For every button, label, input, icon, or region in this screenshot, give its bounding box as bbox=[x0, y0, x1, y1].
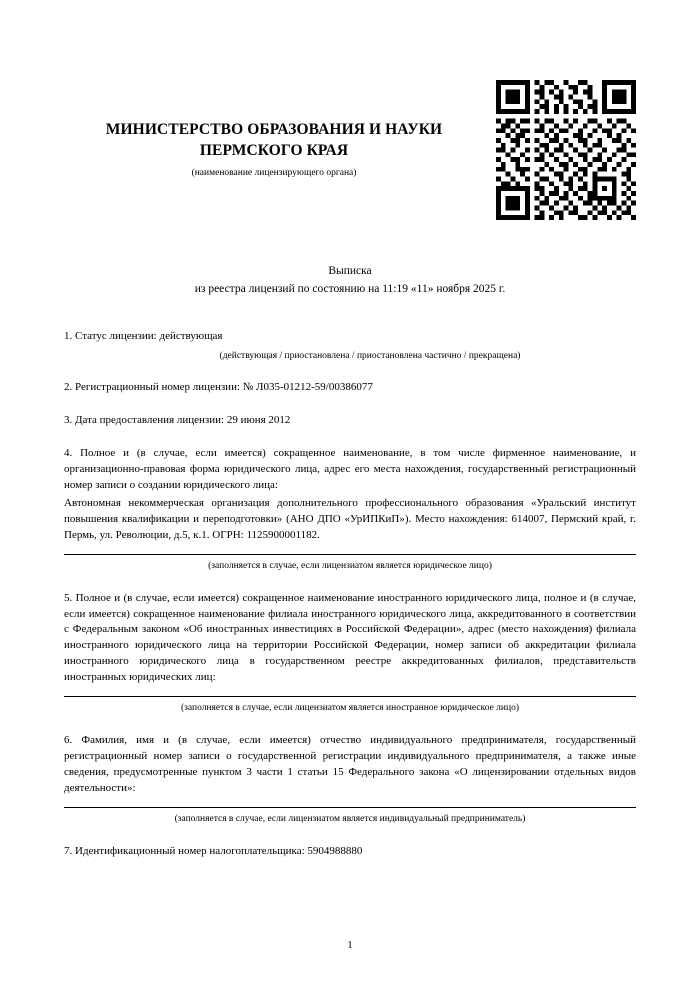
document-title-line2: из реестра лицензий по состоянию на 11:19 «11» ноября 2025 г. bbox=[194, 283, 506, 296]
item-legal-entity-value: Автономная некоммерческая организация дополнительного профессионального образования «Уральский институт повышения квалификации и переподготовки» (АНО ДПО «УрИПКиП»). Место нахождения: 614007, Пермский край, г. Пермь, ул. Революции, д.5, к.1. ОГРН: 1125900001182. bbox=[64, 497, 636, 541]
item-status bbox=[64, 329, 636, 364]
item-foreign-entity-note: (заполняется в случае, если лицензиатом является иностранное юридическое лицо) bbox=[181, 703, 519, 714]
document-body bbox=[64, 329, 636, 860]
document-title bbox=[64, 262, 636, 299]
organization-caption: (наименование лицензирующего органа) bbox=[191, 167, 357, 178]
item-reg-number-text: 2. Регистрационный номер лицензии: № Л035-01212-59/00386077 bbox=[64, 381, 373, 394]
item-individual-entrepreneur-text: 6. Фамилия, имя и (в случае, если имеется) отчество индивидуального предпринимателя, государственный регистрационный номер записи о государственной регистрации индивидуального предпринимателя, а также иные сведения, предусмотренные пунктом 3 части 1 статьи 15 Федерального закона «О лицензировании отдельных видов деятельности»: bbox=[64, 733, 636, 794]
organization-name-line2: ПЕРМСКОГО КРАЯ bbox=[199, 141, 349, 159]
item-legal-entity bbox=[64, 446, 636, 573]
divider bbox=[64, 554, 636, 555]
item-legal-entity-note: (заполняется в случае, если лицензиатом является юридическое лицо) bbox=[208, 560, 492, 571]
item-inn-text: 7. Идентификационный номер налогоплательщика: 5904988880 bbox=[64, 844, 363, 857]
item-status-text: 1. Статус лицензии: действующая bbox=[64, 329, 223, 342]
item-status-note: (действующая / приостановлена / приостановлена частично / прекращена) bbox=[219, 350, 521, 361]
qr-code-icon bbox=[496, 80, 636, 220]
divider bbox=[64, 696, 636, 697]
page-number: 1 bbox=[347, 939, 353, 951]
divider bbox=[64, 807, 636, 808]
item-issue-date-text: 3. Дата предоставления лицензии: 29 июня 2012 bbox=[64, 414, 291, 427]
item-foreign-entity-text: 5. Полное и (в случае, если имеется) сокращенное наименование иностранного юридического лица, полное и (в случае, если имеется) сокращенное наименование филиала иностранного юридического лица, аккредитованного в соответствии с Федеральным законом «Об иностранных инвестициях в Российской Федерации», адрес (место нахождения) филиала иностранного юридического лица на территории Российской Федерации, номер записи об аккредитации филиала иностранного юридического лица в государственном реестре аккредитованных филиалов, представительств иностранных юридических лиц: bbox=[64, 591, 636, 684]
item-foreign-entity bbox=[64, 591, 636, 716]
item-individual-entrepreneur-note: (заполняется в случае, если лицензиатом является индивидуальный предприниматель) bbox=[174, 813, 526, 824]
document-header bbox=[64, 0, 484, 178]
item-reg-number bbox=[64, 380, 636, 396]
document-title-line1: Выписка bbox=[328, 264, 372, 277]
organization-name-line1: МИНИСТЕРСТВО ОБРАЗОВАНИЯ И НАУКИ bbox=[105, 121, 443, 138]
item-individual-entrepreneur bbox=[64, 733, 636, 827]
item-inn bbox=[64, 844, 636, 860]
item-issue-date bbox=[64, 413, 636, 429]
item-legal-entity-text: 4. Полное и (в случае, если имеется) сокращенное наименование, в том числе фирменное наименование, и организационно-правовая форма юридического лица, адрес его места нахождения, государственный регистрационный номер записи о создании юридического лица: bbox=[64, 447, 636, 492]
